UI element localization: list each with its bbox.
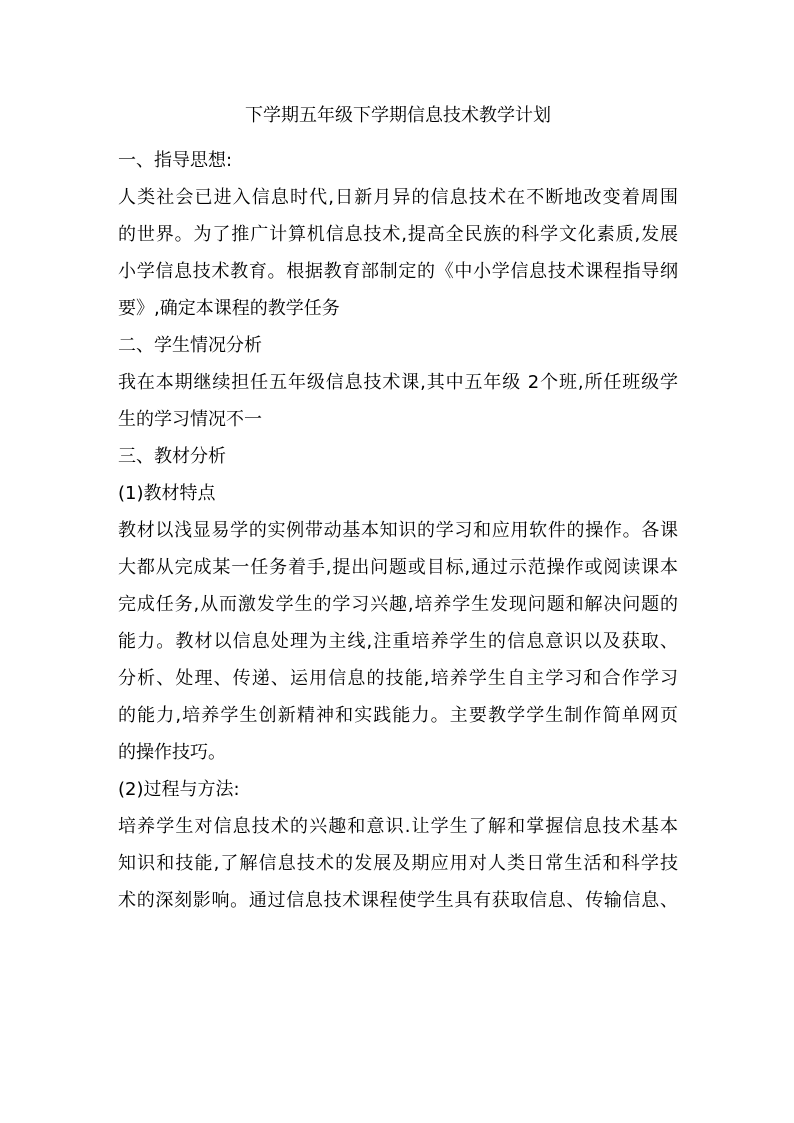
text-line: 教材以浅显易学的实例带动基本知识的学习和应用软件的操作。各课	[118, 520, 678, 541]
text-line: 我在本期继续担任五年级信息技术课,其中五年级 2个班,所任班级学	[118, 372, 678, 393]
text-line: 要》,确定本课程的教学任务	[118, 298, 340, 319]
text-line: 二、学生情况分析	[118, 335, 262, 356]
text-line: 知识和技能,了解信息技术的发展及期应用对人类日常生活和科学技	[118, 853, 678, 874]
text-line: 分析、处理、传递、运用信息的技能,培养学生自主学习和合作学习	[118, 668, 678, 689]
text-line: 的能力,培养学生创新精神和实践能力。主要教学学生制作简单网页	[118, 705, 678, 726]
text-line: 一、指导思想:	[118, 150, 233, 171]
text-line: 术的深刻影响。通过信息技术课程使学生具有获取信息、传输信息、	[118, 890, 678, 911]
document-body	[118, 102, 678, 919]
document-title: 下学期五年级下学期信息技术教学计划	[245, 105, 551, 126]
text-line: 的操作技巧。	[118, 742, 226, 763]
text-line: 三、教材分析	[118, 446, 226, 467]
text-line: 人类社会已进入信息时代,日新月异的信息技术在不断地改变着周围	[118, 187, 678, 208]
text-line: 培养学生对信息技术的兴趣和意识.让学生了解和掌握信息技术基本	[118, 816, 678, 837]
text-line: 生的学习情况不一	[118, 409, 262, 430]
text-line: 完成任务,从而激发学生的学习兴趣,培养学生发现问题和解决问题的	[118, 594, 678, 615]
text-line: (2)过程与方法:	[118, 779, 240, 800]
text-line: 的世界。为了推广计算机信息技术,提高全民族的科学文化素质,发展	[118, 224, 678, 245]
text-line: 大都从完成某一任务着手,提出问题或目标,通过示范操作或阅读课本	[118, 557, 678, 578]
text-line: (1)教材特点	[118, 483, 216, 504]
document-text	[118, 142, 678, 919]
text-line: 能力。教材以信息处理为主线,注重培养学生的信息意识以及获取、	[118, 631, 678, 652]
text-line: 小学信息技术教育。根据教育部制定的《中小学信息技术课程指导纲	[118, 261, 678, 282]
